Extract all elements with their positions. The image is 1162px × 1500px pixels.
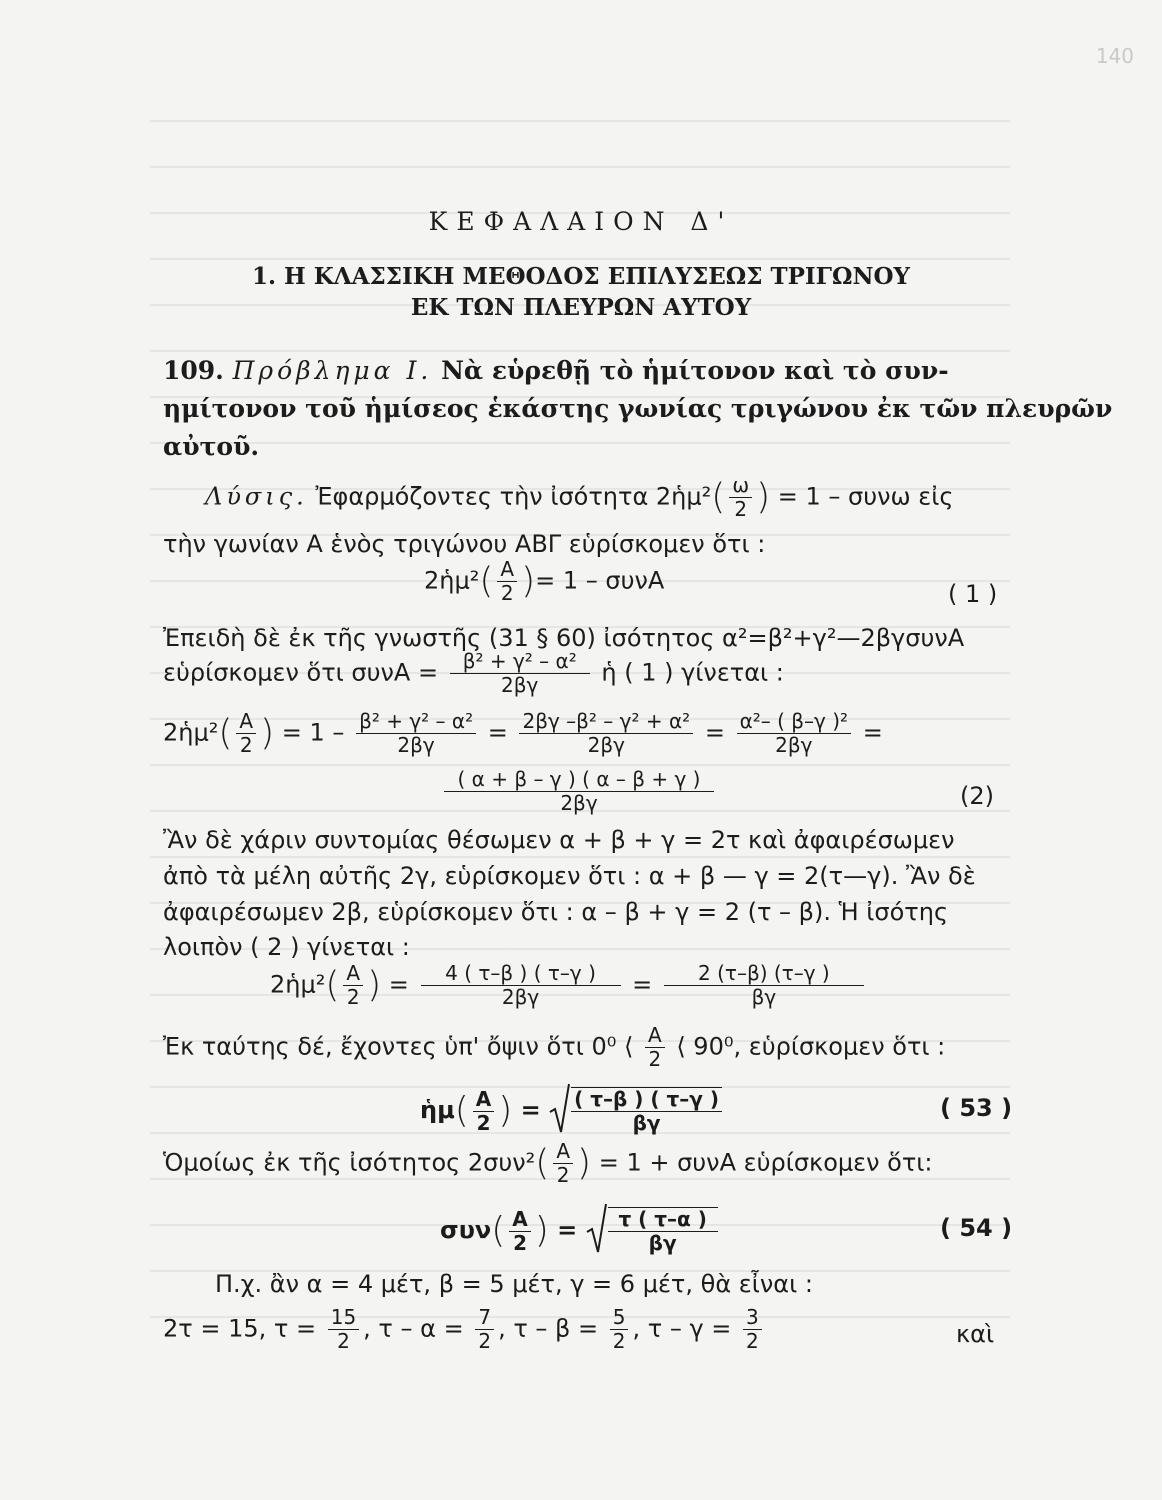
example-line1: Π.χ. ἂν α = 4 μέτ, β = 5 μέτ, γ = 6 μέτ, θὰ εἶναι :	[215, 1270, 813, 1298]
section-heading-line1: 1. Η ΚΛΑΣΣΙΚΗ ΜΕΘΟΔΟΣ ΕΠΙΛΥΣΕΩΣ ΤΡΙΓΩΝΟΥ	[252, 263, 910, 290]
solution-line3: Ἐπειδὴ δὲ ἐκ τῆς γνωστῆς (31 § 60) ἰσότητος α²=β²+γ²—2βγσυνΑ	[163, 624, 965, 652]
section-heading-line2: ΕΚ ΤΩΝ ΠΛΕΥΡΩΝ ΑΥΤΟΥ	[410, 294, 752, 321]
problem-text1: Νὰ εὑρεθῇ τὸ ἡμίτονον καὶ τὸ συν-	[441, 356, 949, 385]
chapter-title: ΚΕΦΑΛΑΙΟΝ Δ'	[428, 207, 734, 236]
paragraph-line3: ἀφαιρέσωμεν 2β, εὑρίσκομεν ὅτι : α – β + γ = 2 (τ – β). Ἡ ἰσότης	[163, 898, 949, 926]
equation-number-53: ( 53 )	[940, 1094, 1013, 1122]
problem-label: Πρόβλημα Ι.	[232, 356, 433, 385]
square-root-icon	[586, 1202, 608, 1260]
solution-line2: τὴν γωνίαν Α ἑνὸς τριγώνου ΑΒΓ εὑρίσκομεν ὅτι :	[163, 530, 766, 558]
equation-53: ἡμ( $\frac{A}{2}$ ) = $\frac{( \tau-\beta ) ( \tau-\gamma )}{\beta\gamma}$	[420, 1082, 726, 1140]
equation-1: 2ἡμ²( $\frac{A}{2}$ )= 1 – συνΑ	[424, 557, 665, 605]
equation-number-54: ( 54 )	[940, 1214, 1013, 1242]
solution-text1b: = 1 – συνω εἰς	[777, 482, 954, 511]
page-number: 140	[1095, 44, 1134, 68]
problem-number: 109.	[163, 356, 224, 385]
solution-line1: Λύσις. Ἐφαρμόζοντες τὴν ἰσότητα 2ἡμ²( $\frac{\omega}{2}$ ) = 1 – συνω εἰς	[205, 473, 954, 521]
paragraph-line4: λοιπὸν ( 2 ) γίνεται :	[163, 933, 410, 961]
equation-number-1: ( 1 )	[948, 580, 998, 608]
paragraph-line5: Ἐκ ταύτης δέ, ἔχοντες ὑπ' ὄψιν ὅτι 0⁰ ⟨ $\frac{A}{2}$ ⟨ 90⁰, εὑρίσκομεν ὅτι :	[163, 1023, 946, 1071]
equation-2-continued: $\frac{( \alpha + \beta - \gamma ) ( \alpha - \beta + \gamma )}{2\beta\gamma}$	[440, 768, 718, 815]
solution-text1a: Ἐφαρμόζοντες τὴν ἰσότητα 2ἡμ²	[315, 482, 712, 511]
paragraph-line6: Ὁμοίως ἐκ τῆς ἰσότητος 2συν²( $\frac{A}{2}$ ) = 1 + συνΑ εὑρίσκομεν ὅτι:	[163, 1139, 933, 1187]
equation-number-2: (2)	[960, 782, 994, 810]
solution-line4: εὑρίσκομεν ὅτι συνΑ = $\frac{\text{β² + γ² – α²}}{2\beta\gamma}$ ἡ ( 1 ) γίνεται :	[163, 649, 784, 697]
equation-2: 2ἡμ²( $\frac{A}{2}$ ) = 1 – $\frac{\text{β² + γ² – α²}}{2\beta\gamma}$ = $\frac{\text{2βγ –β² – γ² + α²}}{2\beta\gamma}$ = $\frac{\text{α²– ( β–γ )²}}{2\beta\gamma}$ =	[163, 709, 883, 757]
solution-label: Λύσις.	[205, 482, 308, 511]
problem-line2: ημίτονον τοῦ ἡμίσεος ἑκάστης γωνίας τριγώνου ἐκ τῶν πλευρῶν	[163, 394, 1113, 423]
problem-line1	[163, 356, 1003, 385]
fraction-omega-half: $\frac{\omega}{2}$	[729, 474, 752, 521]
paragraph-line2: ἀπὸ τὰ μέλη αὐτῆς 2γ, εὑρίσκομεν ὅτι : α + β — γ = 2(τ—γ). Ἂν δὲ	[163, 862, 976, 890]
paragraph-line1: Ἂν δὲ χάριν συντομίας θέσωμεν α + β + γ = 2τ καὶ ἀφαιρέσωμεν	[163, 826, 955, 854]
problem-line3: αὐτοῦ.	[163, 432, 260, 461]
example-line2: 2τ = 15, τ = $\frac{15}{2}$ , τ – α = $\frac{7}{2}$ , τ – β = $\frac{5}{2}$ , τ – γ = $\frac{3}{2}$ καὶ	[163, 1305, 995, 1353]
equation-54: συν( $\frac{A}{2}$ ) = $\frac{\tau ( \tau-\alpha )}{\beta\gamma}$	[440, 1202, 722, 1260]
square-root-icon	[549, 1082, 571, 1140]
equation-3: 2ἡμ²( $\frac{A}{2}$ ) = $\frac{4 ( \tau-\beta ) ( \tau-\gamma )}{2\beta\gamma}$ = $\frac{2 (\tau-\beta) (\tau-\gamma )}{\beta\gamma}$	[270, 962, 868, 1009]
